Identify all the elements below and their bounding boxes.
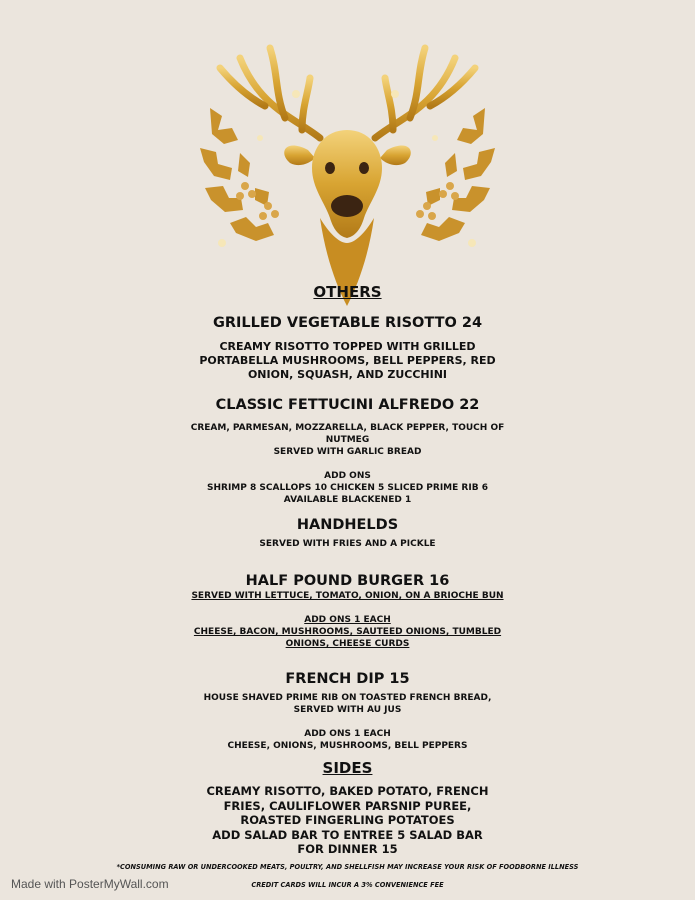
risotto-title: GRILLED VEGETABLE RISOTTO 24 [212,315,483,331]
alfredo-addons-label: ADD ONS [324,471,371,481]
alfredo-addons: SHRIMP 8 SCALLOPS 10 CHICKEN 5 SLICED PRIME RIB 6 [207,483,488,493]
alfredo-description: CREAM, PARMESAN, MOZZARELLA, BLACK PEPPER, TOUCH OF NUTMEG [190,423,505,445]
menu-content [0,282,695,890]
handhelds-subtitle: SERVED WITH FRIES AND A PICKLE [259,539,436,549]
french-dip-addons-label: ADD ONS 1 EACH [304,729,391,739]
sides-heading: SIDES [322,759,373,777]
salad-bar: ADD SALAD BAR TO ENTREE 5 SALAD BAR FOR DINNER 15 [212,827,483,856]
french-dip-addons: CHEESE, ONIONS, MUSHROOMS, BELL PEPPERS [227,741,468,751]
alfredo-blackened: AVAILABLE BLACKENED 1 [283,495,412,505]
burger-title: HALF POUND BURGER 16 [245,573,450,589]
foodborne-warning: *CONSUMING RAW OR UNDERCOOKED MEATS, POULTRY, AND SHELLFISH MAY INCREASE YOUR RISK OF FOODBORNE ILLNESS [116,862,579,871]
burger-description: SERVED WITH LETTUCE, TOMATO, ONION, ON A BRIOCHE BUN [191,591,504,601]
burger-addons-label: ADD ONS 1 EACH [304,615,391,625]
deer-logo-icon [190,38,505,308]
handhelds-heading: HANDHELDS [296,517,399,533]
french-dip-description: HOUSE SHAVED PRIME RIB ON TOASTED FRENCH BREAD, SERVED WITH AU JUS [203,693,492,715]
others-heading: OTHERS [313,283,382,301]
postermywall-watermark: Made with PosterMyWall.com [11,877,169,891]
french-dip-title: FRENCH DIP 15 [285,671,410,687]
alfredo-served: SERVED WITH GARLIC BREAD [273,447,422,457]
burger-addons: CHEESE, BACON, MUSHROOMS, SAUTEED ONIONS, TUMBLED ONIONS, CHEESE CURDS [193,627,502,649]
credit-card-notice: CREDIT CARDS WILL INCUR A 3% CONVENIENCE FEE [251,880,444,889]
sides-list: CREAMY RISOTTO, BAKED POTATO, FRENCH FRIES, CAULIFLOWER PARSNIP PUREE, ROASTED FINGERLING POTATOES [206,784,489,827]
alfredo-title: CLASSIC FETTUCINI ALFREDO 22 [215,397,480,413]
risotto-description: CREAMY RISOTTO TOPPED WITH GRILLED PORTABELLA MUSHROOMS, BELL PEPPERS, RED ONION, SQUASH, AND ZUCCHINI [199,340,496,381]
